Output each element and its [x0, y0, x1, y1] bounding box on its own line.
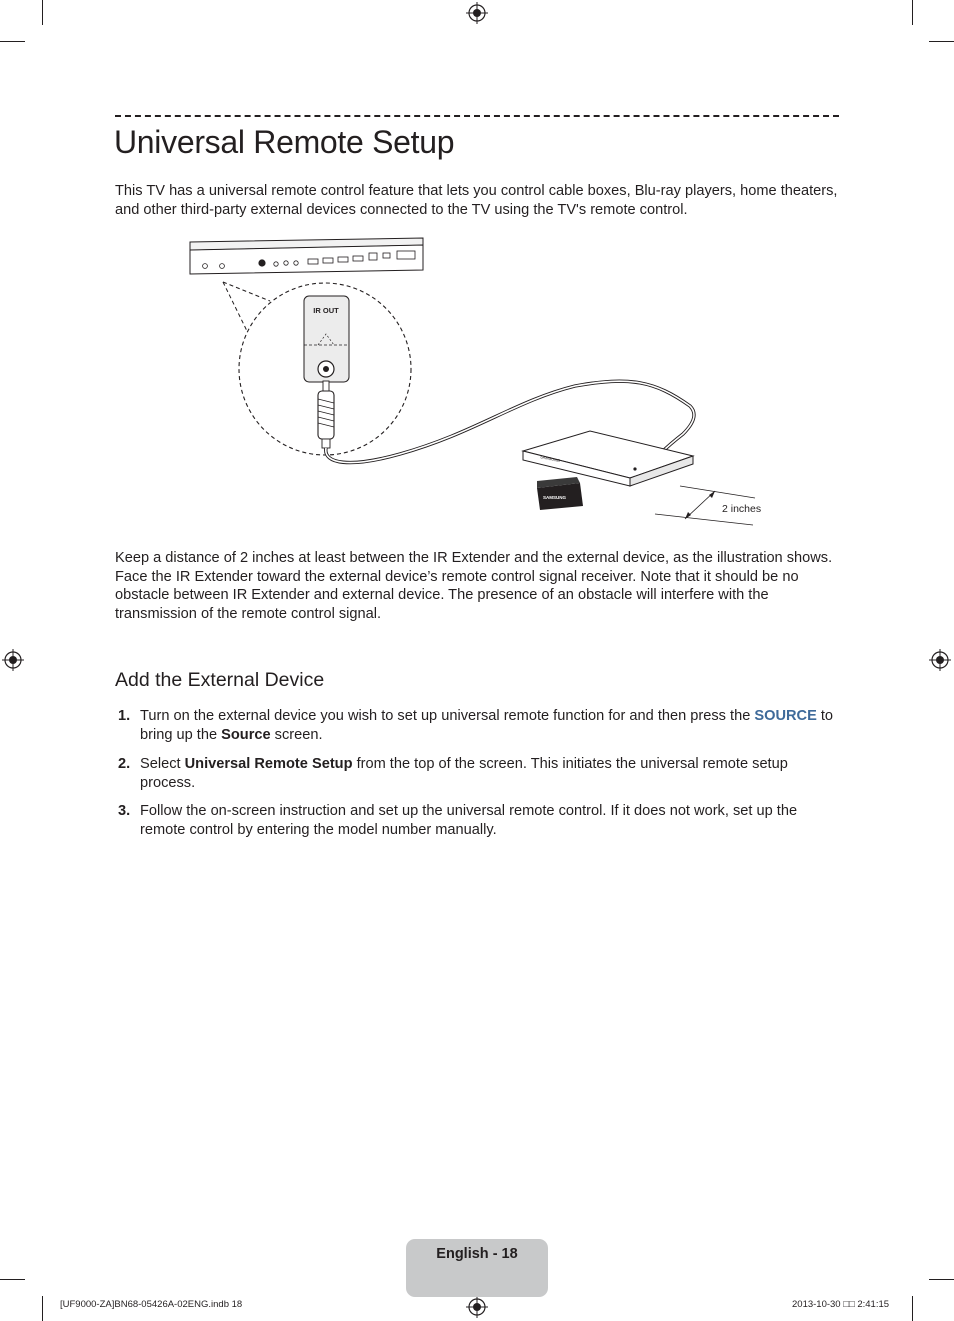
- distance-label: 2 inches: [722, 503, 762, 515]
- crop-mark-bottom-left-v: [42, 1296, 43, 1321]
- step-3: [115, 802, 841, 840]
- step-2: [115, 755, 841, 793]
- step-text: [140, 755, 841, 793]
- step-number: 1.: [118, 708, 131, 724]
- ir-extender-illustration: [185, 236, 785, 526]
- ir-out-label: IR OUT: [313, 306, 339, 315]
- step-text-part: Turn on the external device you wish to set up universal remote function for and then press the: [140, 708, 755, 724]
- distance-note-paragraph: Keep a distance of 2 inches at least between the IR Extender and the external device, as the illustration shows. Face the IR Extender toward the external device’s remote control signal receiver. Note that it should be no obstacle between IR Extender and external device. The presence of an obstacle will interfere with the transmission of the remote control signal.: [115, 550, 833, 622]
- registration-mark-bottom-icon: [466, 1296, 488, 1318]
- distance-dimension: [655, 486, 761, 525]
- extender-brand-label: SAMSUNG: [543, 495, 567, 500]
- step-text-part: screen.: [270, 726, 323, 743]
- title-dashed-rule: [115, 115, 839, 117]
- page-number-label: English - 18: [436, 1246, 518, 1262]
- crop-mark-bottom-left-h: [0, 1279, 25, 1280]
- ir-plug: [318, 381, 334, 448]
- ir-extender: [537, 477, 583, 510]
- file-slug: [UF9000-ZA]BN68-05426A-02ENG.indb 18: [60, 1299, 243, 1310]
- tv-connection-panel: [190, 238, 423, 274]
- page-title: Universal Remote Setup: [114, 124, 455, 160]
- ir-out-port: [304, 296, 349, 382]
- registration-mark-left-icon: [2, 649, 24, 671]
- step-text-part: Select: [140, 756, 185, 772]
- crop-mark-top-right-h: [929, 41, 954, 42]
- intro-paragraph: This TV has a universal remote control feature that lets you control cable boxes, Blu-ray players, home theaters, and other third-party external devices connected to the TV using the TV's remote control.: [115, 183, 838, 218]
- section-heading: Add the External Device: [115, 669, 325, 691]
- external-device: [523, 431, 693, 486]
- print-timestamp: 2013-10-30 □□ 2:41:15: [792, 1299, 890, 1310]
- universal-remote-setup-label: Universal Remote Setup: [184, 756, 353, 772]
- registration-mark-right-icon: [929, 649, 951, 671]
- source-key-label: SOURCE: [754, 708, 817, 724]
- step-text: Follow the on-screen instruction and set up the universal remote control. If it does not work, set up the remote control by entering the model number manually.: [140, 803, 798, 838]
- step-number: 3.: [118, 803, 131, 819]
- crop-mark-bottom-right-h: [929, 1279, 954, 1280]
- step-text: [140, 707, 841, 745]
- crop-mark-top-right-v: [912, 0, 913, 25]
- step-text-part: from the top of the screen. This initiates the universal remote setup process.: [140, 756, 788, 791]
- crop-mark-bottom-right-v: [912, 1296, 913, 1321]
- step-number: 2.: [118, 756, 131, 772]
- device-brand-label: SAMSUNG: [539, 454, 561, 464]
- step-text-part: to bring up the: [140, 708, 834, 743]
- step-1: [115, 707, 841, 745]
- crop-mark-top-left-v: [42, 0, 43, 25]
- crop-mark-top-left-h: [0, 41, 25, 42]
- source-screen-label: Source: [221, 726, 271, 743]
- registration-mark-top-icon: [466, 2, 488, 24]
